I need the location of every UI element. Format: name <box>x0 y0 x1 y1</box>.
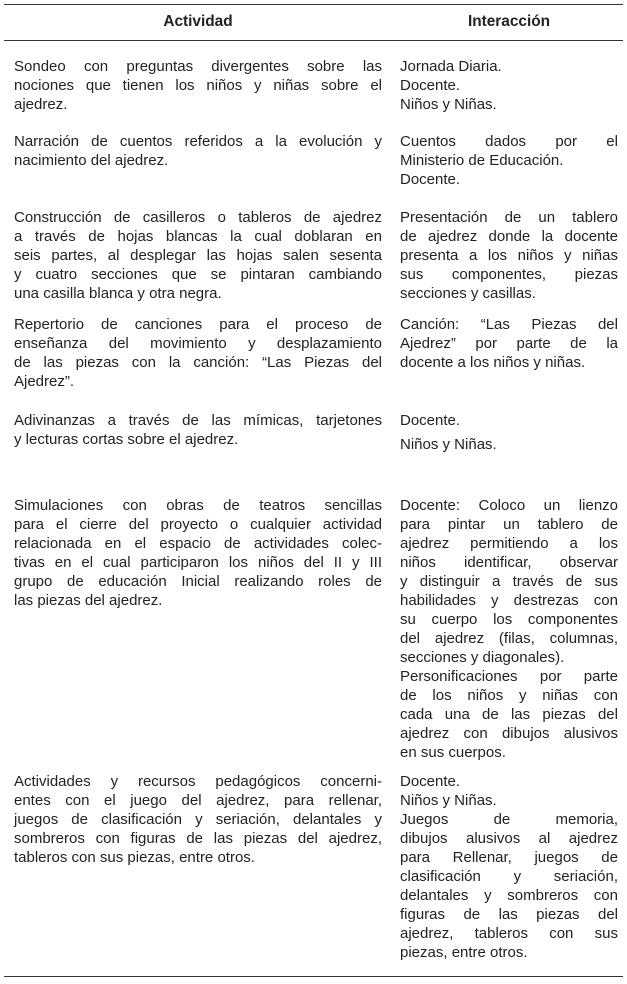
text-line: Presentación de un tablero <box>400 209 618 226</box>
text-line: clasificación y seriación, <box>400 868 618 885</box>
text-line: figuras de las piezas del <box>400 906 618 923</box>
interaccion-cell <box>400 496 618 762</box>
interaccion-paragraph <box>400 57 618 76</box>
actividad-paragraph <box>14 57 382 114</box>
text-line: delantales y sombreros con <box>400 887 618 904</box>
interaccion-paragraph <box>400 791 618 810</box>
interaccion-cell <box>400 132 618 189</box>
text-line: su cuerpo los componentes <box>400 611 618 628</box>
interaccion-paragraph <box>400 496 618 667</box>
text-line: en sus cuerpos. <box>400 744 506 761</box>
actividad-cell <box>14 411 382 449</box>
text-line: tivas en el cual participaron los niños del II y III <box>14 554 382 571</box>
text-line: y lecturas cortas sobre el ajedrez. <box>14 431 239 448</box>
interaccion-paragraph <box>400 132 618 170</box>
text-line: relacionada en el espacio de actividades colec- <box>14 535 382 552</box>
top-rule <box>4 4 623 5</box>
text-line: de los niños y niñas con <box>400 687 618 704</box>
text-line: nacimiento del ajedrez. <box>14 152 169 169</box>
text-line: sus componentes, piezas <box>400 266 618 283</box>
text-line: Cuentos dados por el <box>400 133 618 150</box>
interaccion-paragraph <box>400 76 618 95</box>
text-line: dibujos alusivos al ajedrez <box>400 830 618 847</box>
text-line: Canción: “Las Piezas del <box>400 316 618 333</box>
text-line: ajedrez, tableros con sus <box>400 925 618 942</box>
actividad-cell <box>14 315 382 391</box>
text-line: ajedrez permitiendo a los <box>400 535 618 552</box>
interaccion-paragraph <box>400 772 618 791</box>
text-line: enseñanza del movimiento y desplazamiento <box>14 335 382 352</box>
text-line: ajedrez. <box>14 96 68 113</box>
interaccion-paragraph <box>400 170 618 189</box>
interaccion-paragraph <box>400 435 618 454</box>
text-line: de ajedrez donde la docente <box>400 228 618 245</box>
text-line: Actividades y recursos pedagógicos concerni- <box>14 773 382 790</box>
text-line: sombreros con figuras de las piezas del ajedrez, <box>14 830 382 847</box>
text-line: a través de hojas blancas la cual doblaran en <box>14 228 382 245</box>
text-line: Juegos de memoria, <box>400 811 618 828</box>
text-line: para Rellenar, juegos de <box>400 849 618 866</box>
text-line: ajedrez con dibujos alusivos <box>400 725 618 742</box>
text-line: docente a los niños y niñas. <box>400 354 586 371</box>
text-line: seis partes, al desplegar las hojas salen sesenta <box>14 247 382 264</box>
text-line: y distinguir a través de sus <box>400 573 618 590</box>
interaccion-cell <box>400 772 618 962</box>
interaccion-paragraph <box>400 411 618 430</box>
text-line: Docente. <box>400 171 461 188</box>
interaccion-cell <box>400 57 618 114</box>
text-line: piezas, entre otros. <box>400 944 528 961</box>
interaccion-paragraph <box>400 208 618 303</box>
text-line: presenta a los niños y niñas <box>400 247 618 264</box>
actividad-cell <box>14 132 382 170</box>
text-line: secciones y diagonales). <box>400 649 565 666</box>
text-line: Ajedrez” por parte de la <box>400 335 618 352</box>
text-line: Sondeo con preguntas divergentes sobre las <box>14 58 382 75</box>
text-line: secciones y casillas. <box>400 285 536 302</box>
actividad-paragraph <box>14 411 382 449</box>
text-line: nociones que tienen los niños y niñas sobre el <box>14 77 382 94</box>
interaccion-paragraph <box>400 95 618 114</box>
header-rule <box>4 40 623 41</box>
text-line: y cuatro secciones que se pintaran cambiando <box>14 266 382 283</box>
text-line: Niños y Niñas. <box>400 436 497 453</box>
actividad-paragraph <box>14 315 382 391</box>
actividad-paragraph <box>14 208 382 303</box>
text-line: Simulaciones con obras de teatros sencillas <box>14 497 382 514</box>
text-line: Adivinanzas a través de las mímicas, tarjetones <box>14 412 382 429</box>
interaccion-paragraph <box>400 810 618 962</box>
text-line: Jornada Diaria. <box>400 58 502 75</box>
actividad-cell <box>14 208 382 303</box>
text-line: entes con el juego del ajedrez, para rellenar, <box>14 792 382 809</box>
text-line: una casilla blanca y otra negra. <box>14 285 222 302</box>
text-line: Personificaciones por parte <box>400 668 618 685</box>
text-line: Docente. <box>400 77 461 94</box>
text-line: del ajedrez (filas, columnas, <box>400 630 618 647</box>
text-line: Narración de cuentos referidos a la evolución y <box>14 133 382 150</box>
header-interaccion: Interacción <box>467 13 551 30</box>
interaccion-paragraph <box>400 315 618 372</box>
text-line: Docente. <box>400 412 461 429</box>
bottom-rule <box>4 976 623 977</box>
text-line: juegos de clasificación y seriación, delantales y <box>14 811 382 828</box>
actividad-paragraph <box>14 772 382 867</box>
text-line: Niños y Niñas. <box>400 96 497 113</box>
actividad-paragraph <box>14 132 382 170</box>
text-line: Ajedrez”. <box>14 373 75 390</box>
text-line: Ministerio de Educación. <box>400 152 564 169</box>
text-line: de las piezas con la canción: “Las Piezas del <box>14 354 382 371</box>
text-line: habilidades y destrezas con <box>400 592 618 609</box>
text-line: niños identificar, observar <box>400 554 618 571</box>
interaccion-cell <box>400 315 618 372</box>
actividad-paragraph <box>14 496 382 610</box>
text-line: las piezas del ajedrez. <box>14 592 163 609</box>
text-line: grupo de educación Inicial realizando roles de <box>14 573 382 590</box>
text-line: para pintar un tablero de <box>400 516 618 533</box>
text-line: Repertorio de canciones para el proceso de <box>14 316 382 333</box>
interaccion-paragraph <box>400 667 618 762</box>
text-line: cada una de las piezas del <box>400 706 618 723</box>
header-actividad: Actividad <box>163 13 233 30</box>
text-line: tableros con sus piezas, entre otros. <box>14 849 255 866</box>
actividad-cell <box>14 772 382 867</box>
interaccion-cell <box>400 411 618 454</box>
text-line: Docente: Coloco un lienzo <box>400 497 618 514</box>
text-line: para el cierre del proyecto o cualquier actividad <box>14 516 382 533</box>
actividad-cell <box>14 496 382 610</box>
interaccion-cell <box>400 208 618 303</box>
text-line: Construcción de casilleros o tableros de ajedrez <box>14 209 382 226</box>
actividad-cell <box>14 57 382 114</box>
text-line: Niños y Niñas. <box>400 792 497 809</box>
text-line: Docente. <box>400 773 461 790</box>
